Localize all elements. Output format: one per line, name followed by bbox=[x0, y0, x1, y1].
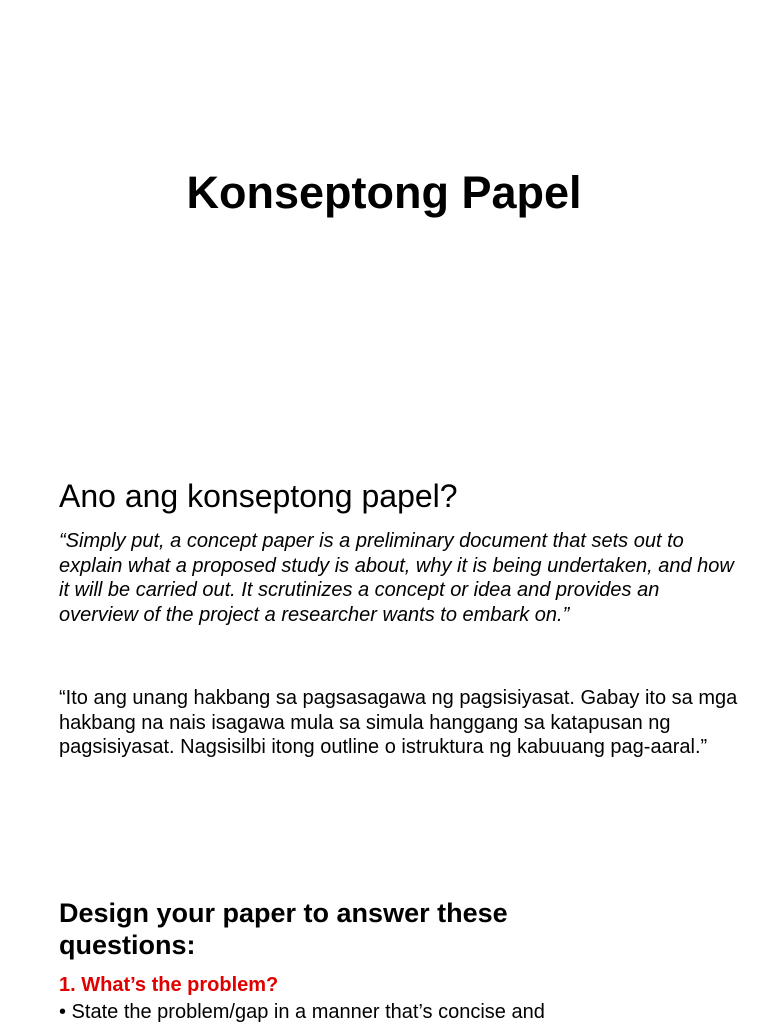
title-slide bbox=[0, 0, 768, 420]
definition-slide bbox=[0, 420, 768, 860]
design-questions-heading: Design your paper to answer these questions: bbox=[59, 898, 508, 960]
definition-heading: Ano ang konseptong papel? bbox=[59, 478, 458, 514]
bullet-state-problem: • State the problem/gap in a manner that’s concise and bbox=[59, 1001, 545, 1023]
filipino-definition-quote: “Ito ang unang hakbang sa pagsasagawa ng pagsisiyasat. Gabay ito sa mga hakbang na nais isagawa mula sa simula hanggang sa katapusan ng pagsisiyasat. Nagsisilbi itong outline o istruktura ng kabuuang pag-aaral.” bbox=[59, 687, 738, 758]
main-title: Konseptong Papel bbox=[186, 167, 582, 218]
english-definition-quote: “Simply put, a concept paper is a preliminary document that sets out to explain what a proposed study is about, why it is being undertaken, and how it will be carried out. It scrutinizes a concept or idea and provides an overview of the project a researcher wants to embark on.” bbox=[59, 530, 734, 626]
design-questions-slide bbox=[0, 860, 768, 1024]
question-problem: 1. What’s the problem? bbox=[59, 974, 279, 996]
